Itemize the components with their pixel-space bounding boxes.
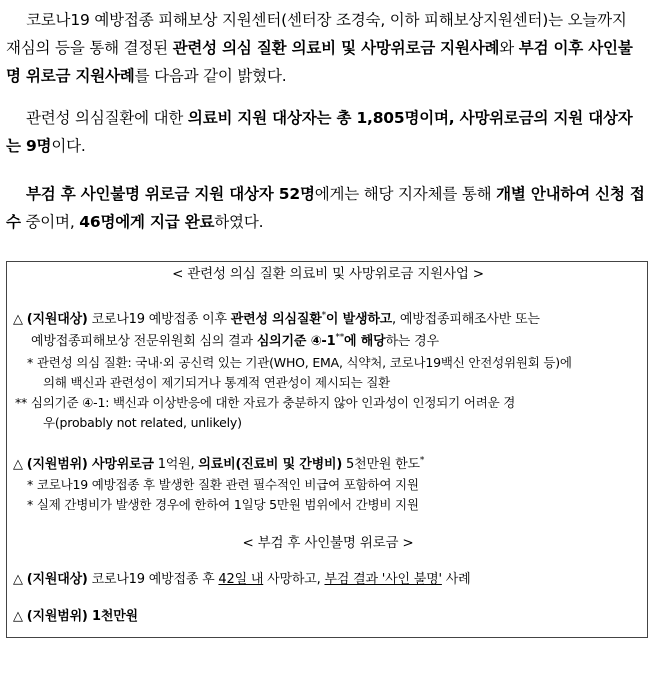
box-header-2: < 부검 후 사인불명 위로금 > — [242, 535, 414, 551]
s1-bold-2: 이 발생하고 — [325, 312, 393, 327]
s3-underline-2: 부검 결과 '사인 불명' — [324, 572, 442, 587]
s2-bold-2: 의료비(진료비 및 간병비) — [198, 457, 343, 472]
p3-text-b: 에게는 해당 지자체를 통해 — [314, 185, 497, 203]
p3-text-f: 하였다. — [214, 213, 264, 231]
p1-bold-d: 부검 이후 사인불명 위로금 지원사례 — [6, 39, 633, 85]
s1-line2-c: 에 해당 — [344, 334, 386, 349]
s2-note-2: * 실제 간병비가 발생한 경우에 한하여 1일당 5만원 범위에서 간병비 지원 — [27, 497, 419, 512]
triangle-icon: △ — [13, 572, 23, 587]
s2-text-2: 5천만원 한도 — [342, 457, 420, 472]
triangle-icon: △ — [13, 457, 23, 472]
s3-text-1: 코로나19 예방접종 후 — [87, 572, 219, 587]
p3-bold-c: 개별 안내하여 신청 접수 — [6, 185, 645, 231]
s3-text-2: 사망하고, — [263, 572, 325, 587]
s2-line-1 — [7, 455, 657, 474]
p2-bold-b: 의료비 지원 대상자는 총 1,805명이며, 사망위로금의 지원 대상자는 9명 — [6, 109, 633, 155]
s2-bold-1: 사망위로금 — [87, 457, 154, 472]
triangle-icon: △ — [13, 609, 23, 624]
s4-bold-1: 1천만원 — [87, 609, 138, 624]
p3-bold-e: 46명에게 지급 완료 — [79, 213, 215, 231]
s1-line2-b: 심의기준 ④-1 — [256, 334, 336, 349]
paragraph-1 — [6, 6, 646, 90]
p1-text-a: 코로나19 예방접종 피해보상 지원센터(센터장 조경숙, 이하 피해보상지원센터)는 오늘까지 재심의 등을 통해 결정된 — [6, 11, 627, 57]
s3-line — [7, 570, 657, 589]
s2-sup: * — [419, 455, 425, 466]
s1-line2-a: 예방접종피해보상 전문위원회 심의 결과 — [31, 334, 257, 349]
s1-line2-d: 하는 경우 — [385, 334, 439, 349]
s1-line-2 — [7, 332, 657, 351]
s1-line-1 — [7, 310, 657, 329]
p1-bold-b: 관련성 의심 질환 의료비 및 사망위로금 지원사례 — [172, 39, 500, 57]
s1-sup-2: ** — [335, 332, 345, 343]
s2-label: (지원범위) — [26, 457, 88, 472]
triangle-icon: △ — [13, 312, 23, 327]
s1-note-1a: * 관련성 의심 질환: 국내·외 공신력 있는 기관(WHO, EMA, 식약처, 코로나19백신 안전성위원회 등)에 — [27, 355, 572, 370]
s1-note-1b: 의해 백신과 관련성이 제기되거나 통계적 연관성이 제시되는 질환 — [43, 375, 391, 390]
p3-text-d: 중이며, — [20, 213, 80, 231]
s1-note-2a: ** 심의기준 ④-1: 백신과 이상반응에 대한 자료가 충분하지 않아 인과성이 인정되기 어려운 경 — [15, 395, 516, 410]
s2-text-1: 1억원, — [153, 457, 199, 472]
s3-text-3: 사례 — [441, 572, 471, 587]
p2-text-a: 관련성 의심질환에 대한 — [26, 109, 188, 127]
s3-label: (지원대상) — [26, 572, 88, 587]
box-header-1: < 관련성 의심 질환 의료비 및 사망위로금 지원사업 > — [172, 266, 484, 282]
s1-label: (지원대상) — [26, 312, 88, 327]
s3-underline-1: 42일 내 — [218, 572, 264, 587]
s1-note-2b: 우(probably not related, unlikely) — [43, 415, 242, 430]
info-box — [6, 261, 648, 638]
p1-text-e: 를 다음과 같이 밝혔다. — [134, 67, 287, 85]
s4-label: (지원범위) — [26, 609, 88, 624]
s1-text-1: 코로나19 예방접종 이후 — [87, 312, 231, 327]
p3-bold-a: 부검 후 사인불명 위로금 지원 대상자 52명 — [26, 185, 315, 203]
s1-bold-1: 관련성 의심질환 — [230, 312, 322, 327]
paragraph-3 — [6, 180, 646, 236]
paragraph-2 — [6, 104, 646, 160]
s1-text-2: , 예방접종피해조사반 또는 — [392, 312, 540, 327]
s4-line — [7, 607, 657, 626]
s1-sup-1: * — [321, 310, 326, 321]
p2-text-c: 이다. — [51, 137, 86, 155]
s2-note-1: * 코로나19 예방접종 후 발생한 질환 관련 필수적인 비급여 포함하여 지원 — [27, 477, 419, 492]
p1-text-c: 와 — [499, 39, 519, 57]
